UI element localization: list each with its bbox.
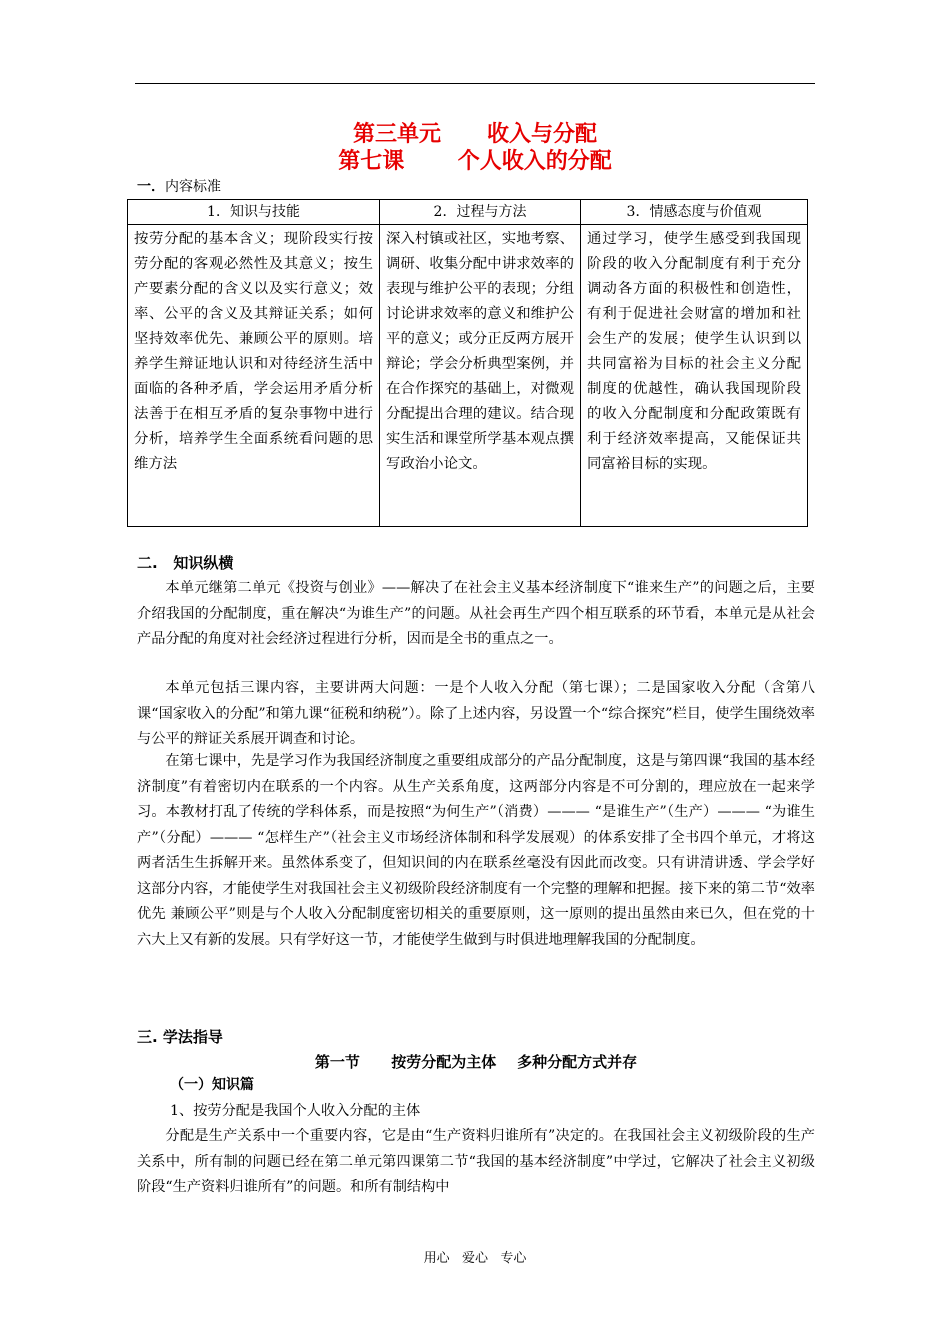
section-3-heading: 三. 学法指导 (137, 1028, 223, 1046)
section-2-paragraph: 本单元包括三课内容，主要讲两大问题：一是个人收入分配（第七课）；二是国家收入分配（含第八课“国家收入的分配”和第九课“征税和纳税”）。除了上述内容，另设置一个“综合探究”栏目，使学生围绕效率与公平的辩证关系展开调查和讨论。 (137, 680, 815, 747)
section-2-paragraph: 在第七课中，先是学习作为我国经济制度之重要组成部分的产品分配制度，这是与第四课“我国的基本经济制度”有着密切内在联系的一个内容。从生产关系角度，这两部分内容是不可分割的，理应放在一起来学习。本教材打乱了传统的学科体系，而是按照“为何生产”（消费）——— “是谁生产”（生产）——— “为谁生产”（分配）——— “怎样生产”（社会主义市场经济体制和科学发展观）的体系安排了全书四个单元，才将这两者活生生拆解开来。虽然体系变了，但知识间的内在联系丝毫没有因此而改变。只有讲清讲透、学会学好这部分内容，才能使学生对我国社会主义初级阶段经济制度有一个完整的理解和把握。接下来的第二节“效率优先 兼顾公平”则是与个人收入分配制度密切相关的重要原则，这一原则的提出虽然由来已久，但在党的十六大上又有新的发展。只有学好这一节，才能使学生做到与时俱进地理解我国的分配制度。 (137, 753, 815, 948)
table-header-row (128, 200, 808, 225)
section-1-title: 内容标准 (165, 179, 221, 195)
item-heading: 1、按劳分配是我国个人收入分配的主体 (170, 1103, 421, 1119)
lesson-title: 第七课 个人收入的分配 (338, 149, 612, 174)
section-3-paragraph: 分配是生产关系中一个重要内容，它是由“生产资料归谁所有”决定的。在我国社会主义初级阶段的生产关系中，所有制的问题已经在第二单元第四课第二节“我国的基本经济制度”中学过，它解决了社会主义初级阶段“生产资料归谁所有”的问题。和所有制结构中 (137, 1128, 815, 1195)
unit-title: 第三单元 收入与分配 (353, 122, 597, 147)
section-3-subtitle: 第一节 按劳分配为主体 多种分配方式并存 (314, 1053, 638, 1071)
section-2-heading: 二. 知识纵横 (137, 554, 234, 572)
table-cell-knowledge: 按劳分配的基本含义；现阶段实行按劳分配的客观必然性及其意义；按生产要素分配的含义以及实行意义；效率、公平的含义及其辩证关系；如何坚持效率优先、兼顾公平的原则。培养学生辩证地认识和对待经济生活中面临的各种矛盾，学会运用矛盾分析法善于在相互矛盾的复杂事物中进行分析，培养学生全面系统看问题的思维方法 (128, 225, 380, 527)
section-2-paragraph: 本单元继第二单元《投资与创业》——解决了在社会主义基本经济制度下“谁来生产”的问题之后，主要介绍我国的分配制度，重在解决“为谁生产”的问题。从社会再生产四个相互联系的环节看，本单元是从社会产品分配的角度对社会经济过程进行分析，因而是全书的重点之一。 (137, 580, 815, 647)
table-cell-attitude: 通过学习，使学生感受到我国现阶段的收入分配制度有利于充分调动各方面的积极性和创造性，有利于促进社会财富的增加和社会生产的发展；使学生认识到以共同富裕为目标的社会主义分配制度的优越性，确认我国现阶段的收入分配制度和分配政策既有利于经济效率提高，又能保证共同富裕目标的实现。 (581, 225, 808, 527)
table-header-attitude: 3．情感态度与价值观 (581, 200, 808, 225)
table-row (128, 225, 808, 527)
knowledge-subsection-heading: （一）知识篇 (170, 1077, 254, 1093)
table-header-knowledge: 1．知识与技能 (128, 200, 380, 225)
table-header-process: 2．过程与方法 (380, 200, 581, 225)
header-rule (135, 83, 815, 84)
section-1-heading (137, 177, 221, 197)
content-standard-table (127, 199, 808, 527)
table-cell-process: 深入村镇或社区，实地考察、调研、收集分配中讲求效率的表现与维护公平的表现；分组讨论讲求效率的意义和维护公平的意义；或分正反两方展开辩论；学会分析典型案例，并在合作探究的基础上，对微观分配提出合理的建议。结合现实生活和课堂所学基本观点撰写政治小论文。 (380, 225, 581, 527)
section-1-number: 一． (137, 179, 165, 195)
page-footer: 用心 爱心 专心 (423, 1251, 527, 1266)
